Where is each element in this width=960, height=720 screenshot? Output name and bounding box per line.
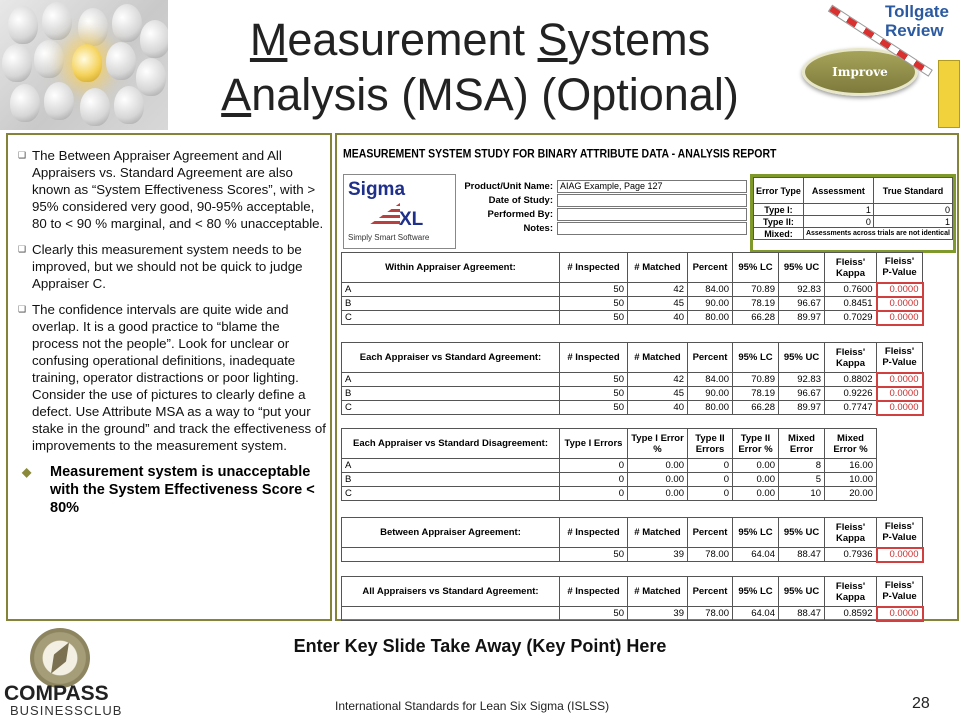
info-performed-by: Performed By: xyxy=(457,207,747,221)
disagreement-table: Each Appraiser vs Standard Disagreement: Type I Errors Type I Error % Type II Errors Type II Error % Mixed Error Mixed Error % A 0 0.00 0 0.00 8 16.00 B 0 0.00 0 0.00 5 10.00 C 0 0.00 0 0.00 10 20.00 xyxy=(341,428,877,501)
square-bullet-icon: ❑ xyxy=(18,244,27,254)
light-bulbs-image xyxy=(0,0,168,130)
table-row: C 50 40 80.00 66.28 89.97 0.7747 0.0000 xyxy=(342,401,923,415)
bullet-3: ❑ The confidence intervals are quite wide and overlap. It is a good practice to “blame the process not the people”. Look for unclear or confusing operational definitions, inadequate training, operator distractions or poor lighting. Consider the use of pictures to clearly define a defect. Use Attribute MSA as a way to “put your stake in the ground” and track the effectiveness of improvements to the measurement system. xyxy=(18,302,326,453)
table-row: A 50 42 84.00 70.89 92.83 0.7600 0.0000 xyxy=(342,283,923,297)
report-title: MEASUREMENT SYSTEM STUDY FOR BINARY ATTRIBUTE DATA - ANALYSIS REPORT xyxy=(343,147,777,161)
table-row: A 50 42 84.00 70.89 92.83 0.8802 0.0000 xyxy=(342,373,923,387)
tollgate-post-icon xyxy=(938,60,960,128)
sigmaxl-logo: Sigma XL Simply Smart Software xyxy=(343,174,456,249)
info-notes: Notes: xyxy=(457,221,747,235)
square-bullet-icon: ❑ xyxy=(18,150,27,160)
within-appraiser-table: Within Appraiser Agreement: # Inspected # Matched Percent 95% LC 95% UC Fleiss' Kappa Fleiss' P-Value A 50 42 84.00 70.89 92.83 0.7600 0.0000 B 50 45 90.00 78.19 96.67 0.8451 0.0000 C 50 40 80.00 66.28 89.97 0.7029 0.0000 xyxy=(341,252,924,326)
tollgate-review-label: Tollgate Review xyxy=(885,2,949,40)
bullet-1: ❑ The Between Appraiser Agreement and All Appraisers vs. Standard Agreement are also known as “System Effectiveness Scores”, with > 95% considered very good, 90-95% acceptable, 80 to < 90 % marginal, and < 80 % unacceptable. xyxy=(18,148,324,231)
all-vs-standard-table: All Appraisers vs Standard Agreement: # Inspected # Matched Percent 95% LC 95% UC Fleiss' Kappa Fleiss' P-Value 50 39 78.00 64.04 88.47 0.8592 0.0000 xyxy=(341,576,924,622)
page-number: 28 xyxy=(912,695,930,712)
info-date: Date of Study: xyxy=(457,193,747,207)
diamond-bullet-icon: ◆ xyxy=(22,465,32,479)
table-row: A 0 0.00 0 0.00 8 16.00 xyxy=(342,459,877,473)
improve-phase-badge: Improve xyxy=(802,48,918,96)
table-row: 50 39 78.00 64.04 88.47 0.8592 0.0000 xyxy=(342,607,923,621)
left-text-panel xyxy=(6,133,332,621)
logo-stairs-icon xyxy=(366,203,400,227)
square-bullet-icon: ❑ xyxy=(18,304,27,314)
company-subtitle: BUSINESSCLUB xyxy=(10,703,123,718)
page-title: Measurement Systems Analysis (MSA) (Optional) xyxy=(221,14,739,120)
between-appraiser-table: Between Appraiser Agreement: # Inspected # Matched Percent 95% LC 95% UC Fleiss' Kappa Fleiss' P-Value 50 39 78.00 64.04 88.47 0.7936 0.0000 xyxy=(341,517,924,563)
error-type-box: Error Type Assessment True Standard Type I: 1 0 Type II: 0 1 Mixed: Assessments across trials are not identical xyxy=(750,174,956,253)
conclusion: ◆ Measurement system is unacceptable with the System Effectiveness Score < 80% xyxy=(18,463,326,517)
table-row: B 0 0.00 0 0.00 5 10.00 xyxy=(342,473,877,487)
table-row: 50 39 78.00 64.04 88.47 0.7936 0.0000 xyxy=(342,548,923,562)
msa-report xyxy=(335,133,959,621)
table-row: C 50 40 80.00 66.28 89.97 0.7029 0.0000 xyxy=(342,311,923,325)
company-name: COMPASS xyxy=(4,682,109,705)
info-product: Product/Unit Name: AIAG Example, Page 127 xyxy=(457,179,747,193)
footer-text: International Standards for Lean Six Sigma (ISLSS) xyxy=(335,699,610,713)
bullet-2: ❑ Clearly this measurement system needs to be improved, but we should not be quick to judge Appraiser C. xyxy=(18,242,303,291)
table-row: B 50 45 90.00 78.19 96.67 0.9226 0.0000 xyxy=(342,387,923,401)
table-row: B 50 45 90.00 78.19 96.67 0.8451 0.0000 xyxy=(342,297,923,311)
vs-standard-table: Each Appraiser vs Standard Agreement: # Inspected # Matched Percent 95% LC 95% UC Fleiss' Kappa Fleiss' P-Value A 50 42 84.00 70.89 92.83 0.8802 0.0000 B 50 45 90.00 78.19 96.67 0.9226 0.0000 C 50 40 80.00 66.28 89.97 0.7747 0.0000 xyxy=(341,342,924,416)
key-takeaway: Enter Key Slide Take Away (Key Point) Here xyxy=(293,636,667,656)
table-row: C 0 0.00 0 0.00 10 20.00 xyxy=(342,487,877,501)
